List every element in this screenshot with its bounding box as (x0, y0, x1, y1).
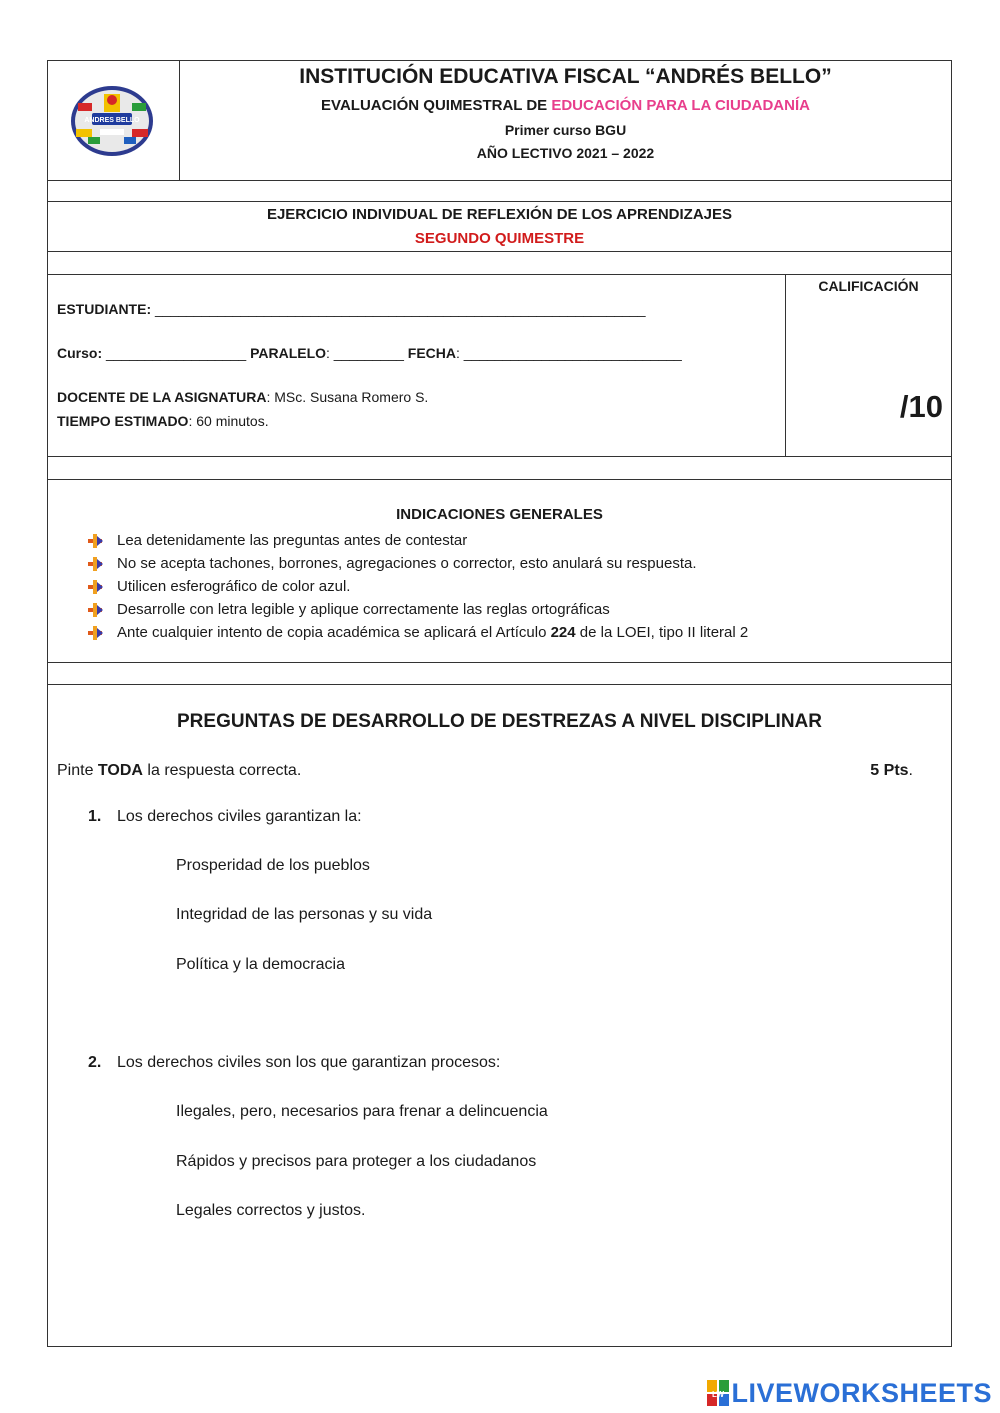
term-title: SEGUNDO QUIMESTRE (414, 230, 585, 247)
arrow-bullet-icon (86, 579, 104, 595)
indications-box (47, 479, 952, 663)
logo-letters: LW (712, 1390, 725, 1399)
answer-option[interactable]: Ilegales, pero, necesarios para frenar a delincuencia (176, 1103, 548, 1120)
time-line (57, 413, 269, 429)
points (870, 762, 913, 780)
spacer-row (47, 180, 952, 202)
parallel-label: PARALELO (250, 345, 327, 361)
questions-title: PREGUNTAS DE DESARROLLO DE DESTREZAS A NIVEL DISCIPLINAR (177, 711, 822, 732)
answer-option[interactable]: Integridad de las personas y su vida (176, 906, 433, 923)
question-text: Los derechos civiles son los que garantizan procesos: (117, 1054, 501, 1071)
question-number: 2. (88, 1054, 102, 1071)
list-item (86, 575, 748, 598)
evaluation-title (180, 97, 951, 114)
list-item (86, 529, 748, 552)
parallel-blank[interactable]: : _________ (326, 345, 404, 361)
institution-name: INSTITUCIÓN EDUCATIVA FISCAL “ANDRÉS BELLO” (299, 65, 832, 88)
grade-label: CALIFICACIÓN (818, 278, 919, 294)
teacher-label: DOCENTE DE LA ASIGNATURA (57, 389, 267, 405)
points-value: 5 Pts (870, 762, 909, 779)
instruction-part: Pinte (57, 762, 98, 779)
indication-text: Utilicen esferográfico de color azul. (117, 578, 351, 595)
teacher-value: : MSc. Susana Romero S. (266, 389, 429, 405)
student-line[interactable] (57, 301, 646, 317)
time-value: : 60 minutos. (188, 413, 269, 429)
answer-option[interactable]: Política y la democracia (176, 956, 345, 973)
list-item (86, 552, 748, 575)
indication-text-part: de la LOEI, tipo II literal 2 (575, 624, 749, 641)
time-label: TIEMPO ESTIMADO (57, 413, 189, 429)
course-blank[interactable]: __________________ (106, 345, 247, 361)
logo-cell (48, 61, 180, 180)
arrow-bullet-icon (86, 625, 104, 641)
subject-name: EDUCACIÓN PARA LA CIUDADANÍA (551, 97, 810, 114)
indications-list (86, 529, 748, 644)
arrow-bullet-icon (86, 533, 104, 549)
question-number: 1. (88, 808, 102, 825)
list-item (86, 621, 748, 644)
instruction (57, 762, 301, 780)
date-label: FECHA (407, 345, 457, 361)
indication-text: Lea detenidamente las preguntas antes de contestar (117, 532, 468, 549)
answer-option[interactable]: Rápidos y precisos para proteger a los ciudadanos (176, 1153, 537, 1170)
answer-option[interactable]: Prosperidad de los pueblos (176, 857, 370, 874)
indications-title: INDICACIONES GENERALES (396, 506, 603, 523)
liveworksheets-watermark (707, 1377, 992, 1409)
date-blank[interactable]: : ____________________________ (456, 345, 682, 361)
article-number: 224 (550, 624, 576, 641)
header-table (47, 60, 952, 181)
list-item (86, 598, 748, 621)
spacer-row (47, 456, 952, 480)
student-info-box (47, 274, 952, 457)
spacer-row (47, 662, 952, 685)
watermark-text: LIVEWORKSHEETS (731, 1377, 992, 1408)
spacer-row (47, 251, 952, 275)
course-label: Curso: (57, 345, 103, 361)
indication-text-part: Ante cualquier intento de copia académica se aplicará el Artículo (117, 624, 551, 641)
question-text: Los derechos civiles garantizan la: (117, 808, 362, 825)
title-cell (180, 61, 951, 180)
student-label: ESTUDIANTE: (57, 301, 152, 317)
indication-text: Desarrolle con letra legible y aplique correctamente las reglas ortográficas (117, 601, 610, 618)
instruction-bold: TODA (97, 762, 143, 779)
arrow-bullet-icon (86, 602, 104, 618)
student-fields (48, 275, 786, 456)
student-blank[interactable]: _______________________________________________________________ (155, 301, 646, 317)
liveworksheets-icon (707, 1380, 729, 1406)
indication-text (117, 624, 748, 641)
answer-option[interactable]: Legales correctos y justos. (176, 1202, 366, 1219)
school-logo (70, 85, 154, 157)
evaluation-prefix: EVALUACIÓN QUIMESTRAL DE (321, 97, 552, 114)
exercise-title-box (47, 201, 952, 252)
arrow-bullet-icon (86, 556, 104, 572)
logo-text: ANDRES BELLO (84, 117, 140, 124)
course-name: Primer curso BGU (504, 122, 627, 138)
teacher-line (57, 389, 428, 405)
exercise-title: EJERCICIO INDIVIDUAL DE REFLEXIÓN DE LOS APRENDIZAJES (266, 206, 733, 223)
instruction-part: la respuesta correcta. (142, 762, 302, 779)
grade-value: /10 (899, 389, 943, 424)
questions-box (47, 684, 952, 1347)
course-line (57, 345, 682, 361)
indication-text: No se acepta tachones, borrones, agregaciones o corrector, esto anulará su respuesta. (117, 555, 697, 572)
points-suffix: . (908, 762, 913, 779)
school-year: AÑO LECTIVO 2021 – 2022 (476, 145, 655, 161)
